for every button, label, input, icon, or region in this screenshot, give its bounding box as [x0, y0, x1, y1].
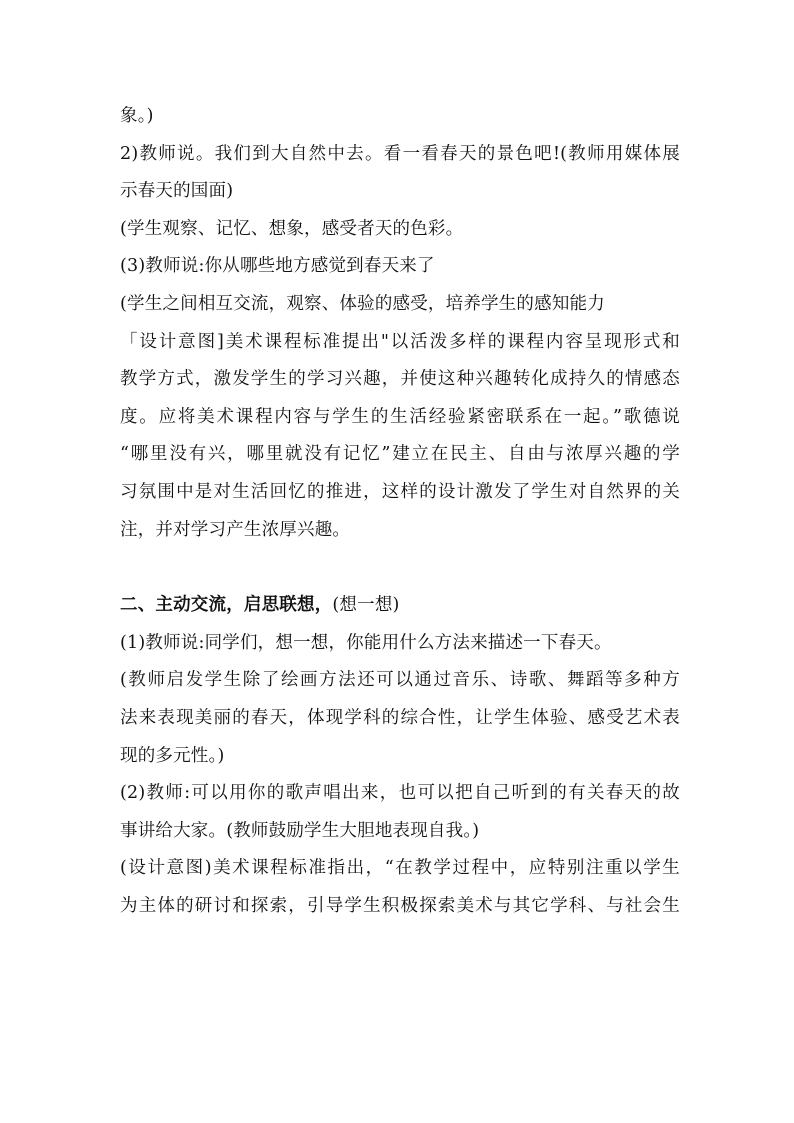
paragraph-line: 法来表现美丽的春天，体现学科的综合性，让学生体验、感受艺术表	[120, 707, 680, 728]
section-heading-normal: (想一想)	[332, 595, 400, 616]
paragraph-line: (学生观察、记忆、想象，感受者天的色彩。	[120, 218, 464, 239]
section-spacer	[120, 549, 680, 587]
paragraph-line: 示春天的国面)	[120, 181, 234, 202]
document-body	[120, 98, 680, 925]
paragraph-line: (学生之间相互交流，观察、体验的感受，培养学生的感知能力	[120, 293, 605, 314]
paragraph-line: (设计意图)美术课程标准指出，“在教学过程中，应特别注重以学生	[120, 858, 680, 879]
section-heading-bold: 二、主动交流，启思联想，	[120, 595, 333, 616]
section-one	[120, 98, 680, 549]
paragraph-line: 2)教师说。我们到大自然中去。看一看春天的景色吧!(教师用媒体展	[120, 143, 680, 164]
paragraph-line: (教师启发学生除了绘画方法还可以通过音乐、诗歌、舞蹈等多种方	[120, 670, 680, 691]
paragraph-line: 教学方式，激发学生的学习兴趣，并使这种兴趣转化成持久的情感态	[120, 369, 680, 390]
section-heading	[120, 587, 680, 625]
paragraph-line: “哪里没有兴，哪里就没有记忆”建立在民主、自由与浓厚兴趣的学	[120, 444, 680, 465]
paragraph-line: (1)教师说:同学们，想一想，你能用什么方法来描述一下春天。	[120, 632, 612, 653]
paragraph-line: (3)教师说:你从哪些地方感觉到春天来了	[120, 256, 435, 277]
paragraph-line: 习氛围中是对生活回忆的推进，这样的设计激发了学生对自然界的关	[120, 481, 680, 502]
section-two	[120, 587, 680, 925]
paragraph-line: 「设计意图]美术课程标准提出"以活泼多样的课程内容呈现形式和	[120, 331, 680, 352]
paragraph-line: 现的多元性。)	[120, 745, 225, 766]
paragraph-line: 象。)	[120, 106, 154, 126]
paragraph-line: 度。应将美术课程内容与学生的生活经验紧密联系在一起。”歌德说	[120, 406, 680, 427]
paragraph-line: 为主体的研讨和探索，引导学生积极探索美术与其它学科、与社会生	[120, 895, 680, 916]
paragraph-line: 事讲给大家。(教师鼓励学生大胆地表现自我。)	[120, 820, 480, 841]
paragraph-line: 注，并对学习产生浓厚兴趣。	[120, 519, 351, 540]
paragraph-line: (2)教师:可以用你的歌声唱出来，也可以把自己听到的有关春天的故	[120, 783, 680, 804]
